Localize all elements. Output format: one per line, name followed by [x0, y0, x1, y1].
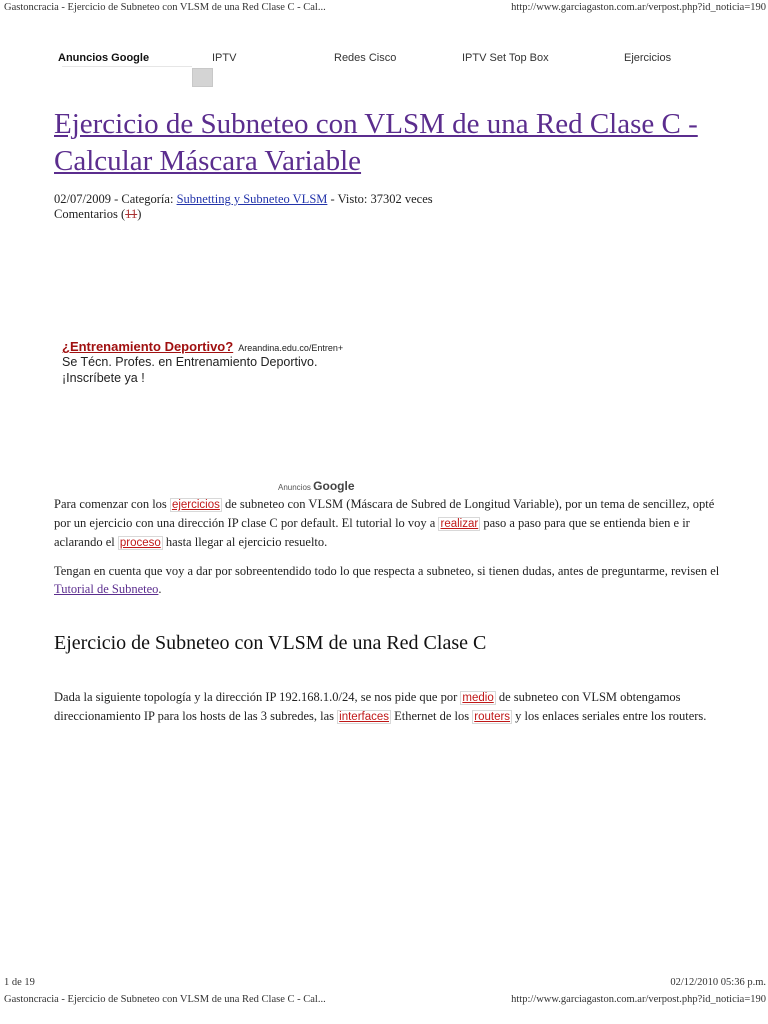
problem-paragraph	[54, 688, 724, 726]
intro-text-1: Para comenzar con los	[54, 497, 170, 511]
note-paragraph	[54, 562, 724, 598]
problem-text-3: Ethernet de los	[391, 709, 473, 723]
nav-link-redes-cisco[interactable]: Redes Cisco	[334, 52, 397, 64]
problem-text-1: Dada la siguiente topología y la dirección IP 192.168.1.0/24, se nos pide que por	[54, 690, 461, 704]
intro-text-3: paso a paso para que se entienda bien e ir aclarando el	[54, 516, 690, 549]
keyword-link-medio[interactable]: medio	[462, 692, 494, 704]
ads-by-google[interactable]	[278, 479, 355, 493]
ad-line-2: ¡Inscríbete ya !	[62, 371, 145, 385]
page-number: 1 de 19	[4, 977, 35, 988]
ad-title-link[interactable]: ¿Entrenamiento Deportivo?	[62, 339, 234, 354]
ads-google-label: Anuncios Google	[58, 52, 150, 64]
print-footer-url: http://www.garciagaston.com.ar/verpost.php?id_noticia=190	[511, 994, 766, 1005]
google-logo: Google	[313, 479, 355, 493]
ad-headline-row	[62, 336, 343, 355]
ad-url[interactable]: Areandina.edu.co/Entren+	[238, 343, 344, 353]
note-text-2: .	[158, 582, 162, 596]
tutorial-subneteo-link[interactable]: Tutorial de Subneteo	[54, 582, 159, 596]
note-text-1: Tengan en cuenta que voy a dar por sobreentendido todo lo que respecta a subneteo, si tienen dudas, antes de preguntarme, revisen el	[54, 564, 720, 578]
keyword-link-ejercicios[interactable]: ejercicios	[171, 499, 220, 511]
nav-link-ejercicios[interactable]: Ejercicios	[624, 52, 672, 64]
comments-line	[54, 207, 141, 222]
keyword-link-proceso[interactable]: proceso	[119, 537, 161, 549]
print-header-url: http://www.garciagaston.com.ar/verpost.php?id_noticia=190	[511, 2, 766, 13]
article-meta	[54, 192, 433, 207]
ad-placeholder-box	[192, 68, 213, 87]
intro-paragraph	[54, 495, 724, 552]
print-datetime: 02/12/2010 05:36 p.m.	[670, 977, 766, 988]
print-header-title: Gastoncracia - Ejercicio de Subneteo con VLSM de una Red Clase C - Cal...	[4, 2, 326, 13]
ads-by-label: Anuncios	[278, 483, 311, 492]
views-count: - Visto: 37302 veces	[330, 192, 433, 206]
ads-divider	[62, 66, 192, 67]
keyword-link-routers[interactable]: routers	[474, 711, 511, 723]
category-link[interactable]: Subnetting y Subneteo VLSM	[176, 192, 328, 206]
nav-link-iptv[interactable]: IPTV	[212, 52, 237, 64]
keyword-link-interfaces[interactable]: interfaces	[339, 711, 390, 723]
article-title[interactable]: Ejercicio de Subneteo con VLSM de una Red Clase C - Calcular Máscara Variable	[54, 108, 698, 177]
article-date: 02/07/2009	[54, 192, 111, 206]
ad-line-1: Se Técn. Profes. en Entrenamiento Deportivo.	[62, 355, 318, 369]
intro-text-4: hasta llegar al ejercicio resuelto.	[162, 535, 328, 549]
intro-text-2: de subneteo con VLSM (Máscara de Subred de Longitud Variable), por un tema de sencillez, opté por un ejercicio con una dirección IP clase C por default. El tutorial lo voy a	[54, 497, 715, 530]
section-heading: Ejercicio de Subneteo con VLSM de una Red Clase C	[54, 632, 487, 654]
comments-label: Comentarios (	[54, 207, 126, 221]
problem-text-2: de subneteo con VLSM obtengamos direccionamiento IP para los hosts de las 3 subredes, las	[54, 690, 681, 723]
category-prefix: - Categoría:	[114, 192, 174, 206]
comments-count-link[interactable]: 11	[125, 207, 138, 221]
problem-text-4: y los enlaces seriales entre los routers.	[512, 709, 707, 723]
print-footer-title: Gastoncracia - Ejercicio de Subneteo con VLSM de una Red Clase C - Cal...	[4, 994, 326, 1005]
nav-link-iptv-set-top-box[interactable]: IPTV Set Top Box	[462, 52, 549, 64]
keyword-link-realizar[interactable]: realizar	[440, 518, 479, 530]
comments-close: )	[137, 207, 142, 221]
